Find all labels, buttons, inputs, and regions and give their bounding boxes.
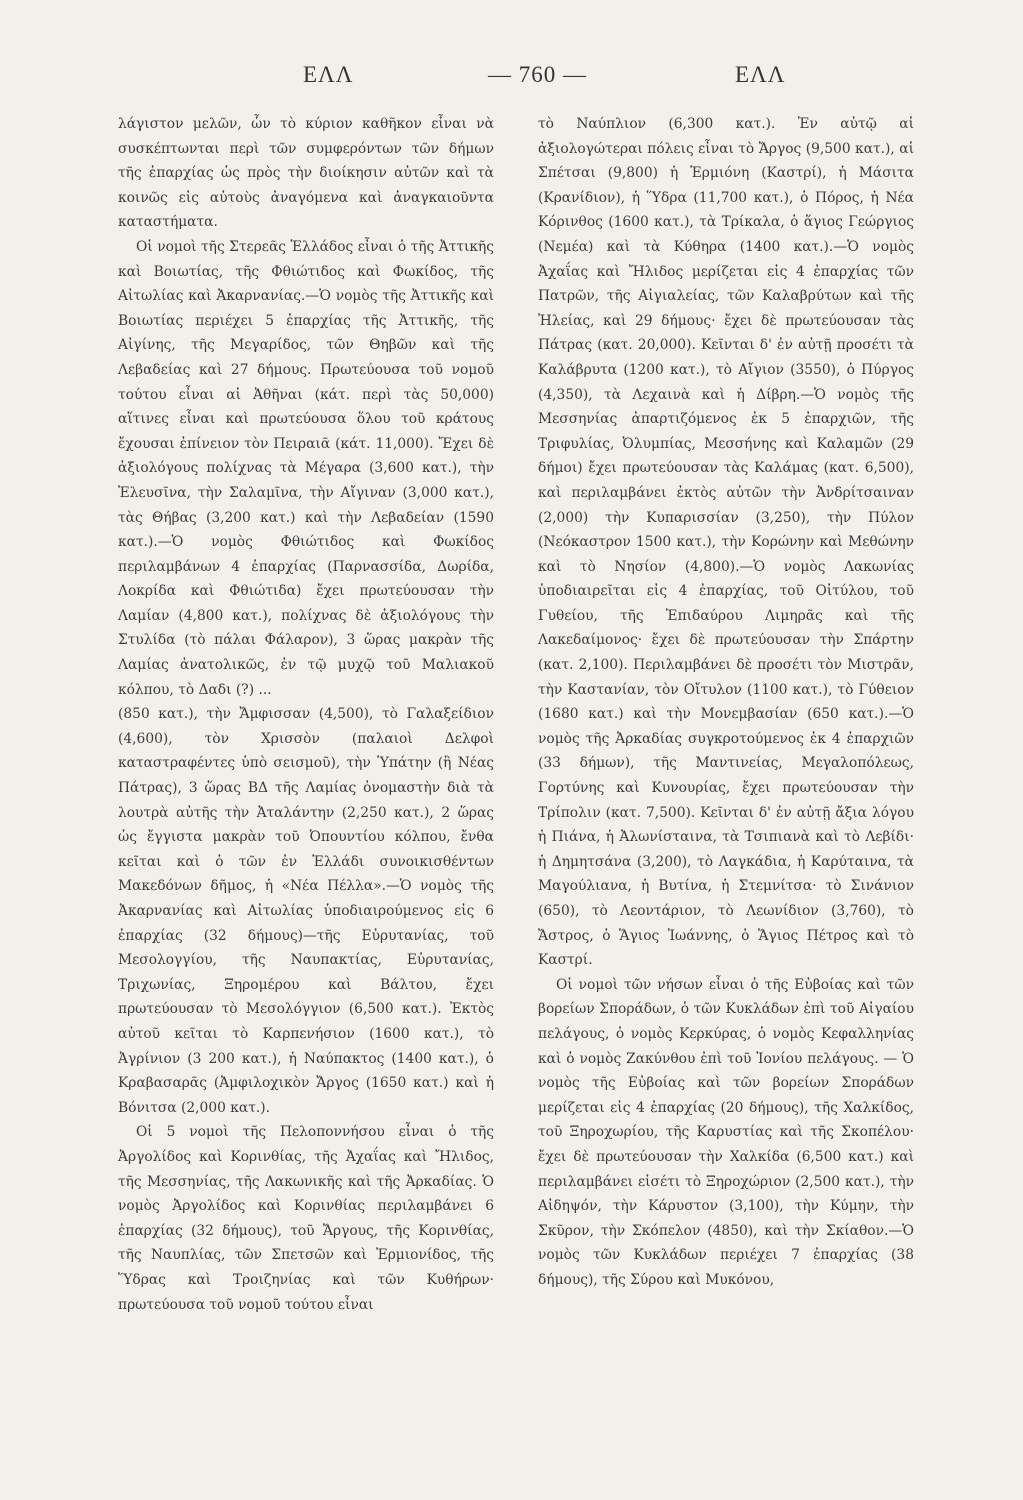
running-header — [0, 62, 1023, 102]
left-paragraph-4: Οἱ 5 νομοὶ τῆς Πελοποννήσου εἶναι ὁ τῆς Ἀργολίδος καὶ Κορινθίας, τῆς Ἀχαΐας καὶ Ἤλιδος, τῆς Μεσσηνίας, τῆς Λακωνικῆς καὶ τῆς Ἀρκαδίας. Ὁ νομὸς Ἀργολίδος καὶ Κορινθίας περιλαμβάνει 6 ἐπαρχίας (32 δήμους), τοῦ Ἄργους, τῆς Κορινθίας, τῆς Ναυπλίας, τῶν Σπετσῶν καὶ Ἑρμιονίδος, τῆς Ὕδρας καὶ Τροιζηνίας καὶ τῶν Κυθήρων· πρωτεύουσα τοῦ νομοῦ τούτου εἶναι — [118, 1124, 494, 1313]
page-number: — 760 — — [488, 62, 587, 87]
left-paragraph-2: Οἱ νομοὶ τῆς Στερεᾶς Ἑλλάδος εἶναι ὁ τῆς Ἀττικῆς καὶ Βοιωτίας, τῆς Φθιώτιδος καὶ Φωκίδος, τῆς Αἰτωλίας καὶ Ἀκαρνανίας.—Ὁ νομὸς τῆς Ἀττικῆς καὶ Βοιωτίας περιέχει 5 ἐπαρχίας τῆς Ἀττικῆς, τῆς Αἰγίνης, τῆς Μεγαρίδος, τῶν Θηβῶν καὶ τῆς Λεβαδείας καὶ 27 δήμους. Πρωτεύουσα τοῦ νομοῦ τούτου εἶναι αἱ Ἀθῆναι (κάτ. περὶ τὰς 50,000) αἵτινες εἶναι καὶ πρωτεύουσα ὅλου τοῦ κράτους ἔχουσαι ἐπίνειον τὸν Πειραιᾶ (κάτ. 11,000). Ἔχει δὲ ἀξιολόγους πολίχνας τὰ Μέγαρα (3,600 κατ.), τὴν Ἐλευσῖνα, τὴν Σαλαμῖνα, τὴν Αἴγιναν (3,000 κατ.), τὰς Θήβας (3,200 κατ.) καὶ τὴν Λεβαδείαν (1590 κατ.).—Ὁ νομὸς Φθιώτιδος καὶ Φωκίδος περιλαμβάνων 4 ἐπαρχίας (Παρνασσίδα, Δωρίδα, Λοκρίδα καὶ Φθιώτιδα) ἔχει πρωτεύουσαν τὴν Λαμίαν (4,800 κατ.), πολίχνας δὲ ἀξιολόγους τὴν Στυλίδα (τὸ πάλαι Φάλαρον), 3 ὥρας μακρὰν τῆς Λαμίας ἀνατολικῶς, ἐν τῷ μυχῷ τοῦ Μαλιακοῦ κόλπου, τὸ Δαδι (?) ... — [118, 238, 494, 698]
left-paragraph-3: (850 κατ.), τὴν Ἄμφισσαν (4,500), τὸ Γαλαξείδιον (4,600), τὸν Χρισσὸν (παλαιοὶ Δελφοὶ καταστραφέντες ὑπὸ σεισμοῦ), τὴν Ὑπάτην (ἢ Νέας Πάτρας), 3 ὥρας ΒΔ τῆς Λαμίας ὀνομαστὴν διὰ τὰ λουτρὰ αὐτῆς τὴν Ἀταλάντην (2,250 κατ.), 2 ὥρας ὡς ἔγγιστα μακρὰν τοῦ Ὀπουντίου κόλπου, ἔνθα κεῖται καὶ ὁ τῶν ἐν Ἑλλάδι συνοικισθέντων Μακεδόνων δῆμος, ἡ «Νέα Πέλλα».—Ὁ νομὸς τῆς Ἀκαρνανίας καὶ Αἰτωλίας ὑποδιαιρούμενος εἰς 6 ἐπαρχίας (32 δήμους)—τῆς Εὐρυτανίας, τοῦ Μεσολογγίου, τῆς Ναυπακτίας, Εὐρυτανίας, Τριχωνίας, Ξηρομέρου καὶ Βάλτου, ἔχει πρωτεύουσαν τὸ Μεσολόγγιον (6,500 κατ.). Ἐκτὸς αὐτοῦ κεῖται τὸ Καρπενήσιον (1600 κατ.), τὸ Ἀγρίνιον (3 200 κατ.), ἡ Ναύπακτος (1400 κατ.), ὁ Κραβασαρᾶς (Ἀμφιλοχικὸν Ἄργος (1650 κατ.) καὶ ἡ Βόνιτσα (2,000 κατ.). — [118, 706, 494, 1116]
header-right-word: ΕΛΛ — [735, 62, 786, 87]
right-column — [538, 112, 914, 1293]
right-paragraph-2: Οἱ νομοὶ τῶν νήσων εἶναι ὁ τῆς Εὐβοίας καὶ τῶν βορείων Σποράδων, ὁ τῶν Κυκλάδων ἐπὶ τοῦ Αἰγαίου πελάγους, ὁ νομὸς Κερκύρας, ὁ νομὸς Κεφαλληνίας καὶ ὁ νομὸς Ζακύνθου ἐπὶ τοῦ Ἰονίου πελάγους. — Ὁ νομὸς τῆς Εὐβοίας καὶ τῶν βορείων Σποράδων μερίζεται εἰς 4 ἐπαρχίας (20 δήμους), τῆς Χαλκίδος, τοῦ Ξηροχωρίου, τῆς Καρυστίας καὶ τῆς Σκοπέλου· ἔχει δὲ πρωτεύουσαν τὴν Χαλκίδα (6,500 κατ.) καὶ περιλαμβάνει εἰσέτι τὸ Ξηροχώριον (2,500 κατ.), τὴν Αἰδηψόν, τὴν Κάρυστον (3,100), τὴν Κύμην, τὴν Σκῦρον, τὴν Σκόπελον (4850), καὶ τὴν Σκίαθον.—Ὁ νομὸς τῶν Κυκλάδων περιέχει 7 ἐπαρχίας (38 δήμους), τῆς Σύρου καὶ Μυκόνου, — [538, 976, 914, 1288]
right-paragraph-1: τὸ Ναύπλιον (6,300 κατ.). Ἐν αὐτῷ αἱ ἀξιολογώτεραι πόλεις εἶναι τὸ Ἄργος (9,500 κατ.), αἱ Σπέτσαι (9,800) ἡ Ἑρμιόνη (Καστρί), ἡ Μάσιτα (Κρανίδιον), ἡ Ὕδρα (11,700 κατ.), ὁ Πόρος, ἡ Νέα Κόρινθος (1600 κατ.), τὰ Τρίκαλα, ὁ ἅγιος Γεώργιος (Νεμέα) καὶ τὰ Κύθηρα (1400 κατ.).—Ὁ νομὸς Ἀχαΐας καὶ Ἤλιδος μερίζεται εἰς 4 ἐπαρχίας τῶν Πατρῶν, τῆς Αἰγιαλείας, τῶν Καλαβρύτων καὶ τῆς Ἠλείας, καὶ 29 δήμους· ἔχει δὲ πρωτεύουσαν τὰς Πάτρας (κατ. 20,000). Κεῖνται δ' ἐν αὐτῇ προσέτι τὰ Καλάβρυτα (1200 κατ.), τὸ Αἴγιον (3550), ὁ Πύργος (4,350), τὰ Λεχαινὰ καὶ ἡ Δίβρη.—Ὁ νομὸς τῆς Μεσσηνίας ἀπαρτιζόμενος ἐκ 5 ἐπαρχιῶν, τῆς Τριφυλίας, Ὀλυμπίας, Μεσσήνης καὶ Καλαμῶν (29 δήμοι) ἔχει πρωτεύουσαν τὰς Καλάμας (κατ. 6,500), καὶ περιλαμβάνει ἐκτὸς αὐτῶν τὴν Ἀνδρίτσαιναν (2,000) τὴν Κυπαρισσίαν (3,250), τὴν Πύλον (Νεόκαστρον 1500 κατ.), τὴν Κορώνην καὶ Μεθώνην καὶ τὸ Νησίον (4,800).—Ὁ νομὸς Λακωνίας ὑποδιαιρεῖται εἰς 4 ἐπαρχίας, τοῦ Οἰτύλου, τοῦ Γυθείου, τῆς Ἐπιδαύρου Λιμηρᾶς καὶ τῆς Λακεδαίμονος· ἔχει δὲ πρωτεύουσαν τὴν Σπάρτην (κατ. 2,100). Περιλαμβάνει δὲ προσέτι τὸν Μιστρᾶν, τὴν Καστανίαν, τὸν Οἴτυλον (1100 κατ.), τὸ Γύθειον (1680 κατ.) καὶ τὴν Μονεμβασίαν (650 κατ.).—Ὁ νομὸς τῆς Ἀρκαδίας συγκροτούμενος ἐκ 4 ἐπαρχιῶν (33 δήμων), τῆς Μαντινείας, Μεγαλοπόλεως, Γορτύνης καὶ Κυνουρίας, ἔχει πρωτεύουσαν τὴν Τρίπολιν (κατ. 7,500). Κεῖνται δ' ἐν αὐτῇ ἄξια λόγου ἡ Πιάνα, ἡ Ἀλωνίσταινα, τὰ Τσιπιανὰ καὶ τὸ Λεβίδι· ἡ Δημητσάνα (3,200), τὸ Λαγκάδια, ἡ Καρύταινα, τὰ Μαγούλιανα, ἡ Βυτίνα, ἡ Στεμνίτσα· τὸ Σινάνιον (650), τὸ Λεοντάριον, τὸ Λεωνίδιον (3,760), τὸ Ἄστρος, ὁ Ἅγιος Ἰωάννης, ὁ Ἅγιος Πέτρος καὶ τὸ Καστρί. — [538, 116, 914, 969]
left-paragraph-1: λάγιστον μελῶν, ὧν τὸ κύριον καθῆκον εἶναι νὰ συσκέπτωνται περὶ τῶν συμφερόντων τῶν δήμων τῆς ἐπαρχίας ὡς πρὸς τὴν διοίκησιν αὐτῶν καὶ τὰ κοινῶς εἰς αὐτοὺς ἀναγόμενα καὶ ἀναγκαιοῦντα καταστήματα. — [118, 116, 494, 231]
left-column — [118, 112, 494, 1317]
header-left-word: ΕΛΛ — [303, 62, 354, 87]
